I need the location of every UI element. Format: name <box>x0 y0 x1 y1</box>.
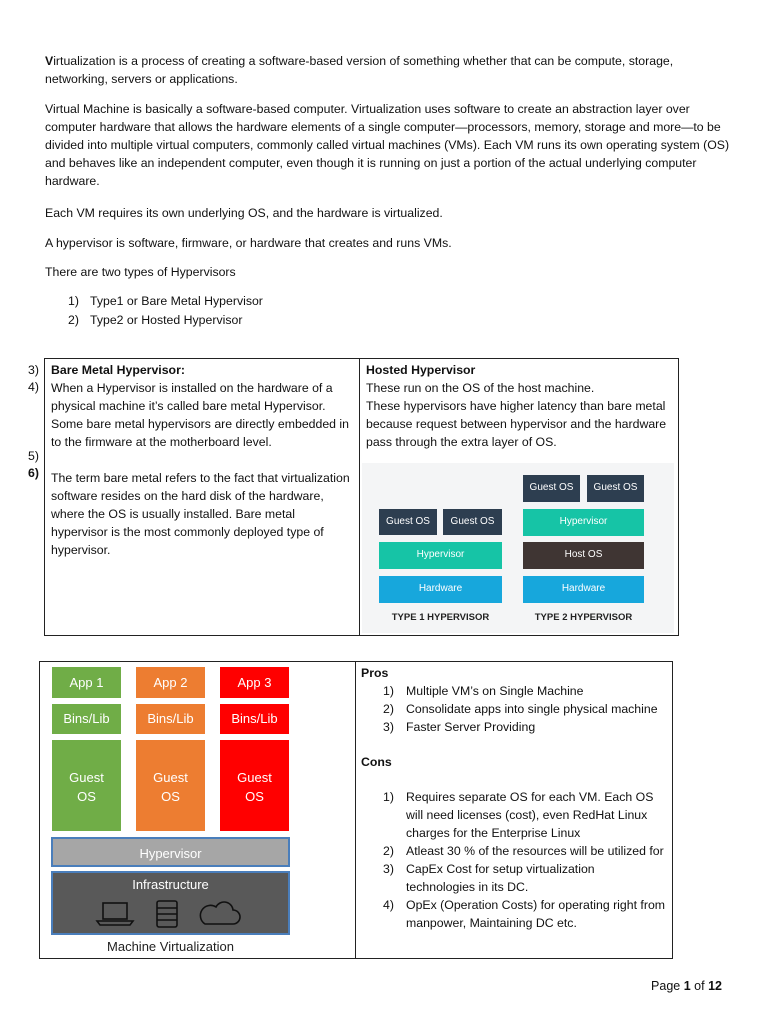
margin-num: 6) <box>28 466 39 480</box>
type1-label: TYPE 1 HYPERVISOR <box>391 612 490 623</box>
drop-letter: V <box>45 54 54 68</box>
guest-os-box: Guest OS <box>220 740 289 831</box>
server-icon <box>157 901 177 927</box>
list-item: 2) Atleast 30 % of the resources will be utilized for <box>383 844 664 858</box>
machine-virtualization-caption: Machine Virtualization <box>107 939 234 954</box>
type2-host-os-box: Host OS <box>523 542 644 569</box>
intro-p1-text: irtualization is a process of creating a software-based version of something whether that can be compute, storage, networking, servers or applications. <box>45 54 674 86</box>
type1-hypervisor-box: Hypervisor <box>379 542 502 569</box>
hosted-p2: These hypervisors have higher latency than bare metal because request between hypervisor and the hardware pass through the extra layer of OS. <box>366 399 667 449</box>
infrastructure-icons <box>53 897 288 933</box>
list-item: 3) Faster Server Providing <box>383 720 536 734</box>
intro-paragraph-4: A hypervisor is software, firmware, or hardware that creates and runs VMs. <box>45 236 452 250</box>
bare-metal-p1: When a Hypervisor is installed on the hardware of a physical machine it’s called bare metal Hypervisor. Some bare metal hypervisors are directly embedded in to the firmware at the motherboard level. <box>51 381 350 449</box>
bins-lib-box: Bins/Lib <box>52 704 121 734</box>
app3-box: App 3 <box>220 667 289 698</box>
app2-box: App 2 <box>136 667 205 698</box>
intro-paragraph-1 <box>45 52 725 88</box>
machine-virtualization-diagram <box>44 665 350 955</box>
cons-title: Cons <box>361 755 392 769</box>
type2-hypervisor-box: Hypervisor <box>523 509 644 536</box>
guest-os-box: Guest OS <box>52 740 121 831</box>
pros-title: Pros <box>361 666 389 680</box>
laptop-icon <box>97 903 133 925</box>
pros-cons-cell <box>356 662 672 958</box>
type1-guest-os-box: Guest OS <box>443 509 502 535</box>
guest-os-box: Guest OS <box>136 740 205 831</box>
cons-list <box>361 788 667 932</box>
list-item: 1) Type1 or Bare Metal Hypervisor <box>68 294 263 308</box>
type1-guest-os-box: Guest OS <box>379 509 437 535</box>
app1-box: App 1 <box>52 667 121 698</box>
bare-metal-cell <box>45 359 360 635</box>
intro-paragraph-2: Virtual Machine is basically a software-based computer. Virtualization uses software to create an abstraction layer over computer hardware that allows the hardware elements of a single computer—processors, memory, storage and more—to be divided into multiple virtual computers, commonly called virtual machines (VMs). Each VM runs its own operating system (OS) and behaves like an independent computer, even though it is running on just a portion of the actual underlying computer hardware. <box>45 102 730 188</box>
cloud-icon <box>200 902 240 924</box>
list-item: 1) Requires separate OS for each VM. Each OS will need licenses (cost), even RedHat Linux charges for the Enterprise Linux <box>383 790 654 840</box>
type1-hardware-box: Hardware <box>379 576 502 603</box>
bins-lib-box: Bins/Lib <box>136 704 205 734</box>
machine-virtualization-cell <box>40 662 356 958</box>
type2-hardware-box: Hardware <box>523 576 644 603</box>
pros-list <box>361 682 667 736</box>
margin-num: 3) <box>28 363 39 377</box>
pros-cons-table <box>39 661 673 959</box>
list-item: 3) CapEx Cost for setup virtualization technologies in its DC. <box>383 862 595 894</box>
type2-guest-os-box: Guest OS <box>587 475 644 502</box>
bins-lib-box: Bins/Lib <box>220 704 289 734</box>
intro-paragraph-3: Each VM requires its own underlying OS, and the hardware is virtualized. <box>45 206 443 220</box>
hypervisor-comparison-table <box>44 358 679 636</box>
type2-guest-os-box: Guest OS <box>523 475 580 502</box>
list-item: 2) Type2 or Hosted Hypervisor <box>68 313 243 327</box>
margin-num: 5) <box>28 449 39 463</box>
list-item: 1) Multiple VM’s on Single Machine <box>383 684 584 698</box>
hypervisor-box: Hypervisor <box>51 837 290 867</box>
hypervisor-types-diagram <box>362 463 674 633</box>
page-number: Page 1 of 12 <box>651 979 722 993</box>
infrastructure-box: Infrastructure <box>51 871 290 935</box>
bare-metal-title: Bare Metal Hypervisor: <box>51 363 185 377</box>
margin-num: 4) <box>28 380 39 394</box>
list-item: 4) OpEx (Operation Costs) for operating right from manpower, Maintaining DC etc. <box>383 898 666 930</box>
hosted-cell <box>360 359 678 635</box>
list-item: 2) Consolidate apps into single physical machine <box>383 702 658 716</box>
bare-metal-p2: The term bare metal refers to the fact that virtualization software resides on the hard disk of the hardware, where the OS is usually installed. Bare metal hypervisor is the most commonly deployed type of hypervisor. <box>51 471 350 557</box>
hosted-p1: These run on the OS of the host machine. <box>366 381 595 395</box>
hosted-title: Hosted Hypervisor <box>366 363 476 377</box>
intro-paragraph-5: There are two types of Hypervisors <box>45 265 236 279</box>
type2-label: TYPE 2 HYPERVISOR <box>534 612 633 623</box>
hypervisor-types-list <box>68 292 263 330</box>
